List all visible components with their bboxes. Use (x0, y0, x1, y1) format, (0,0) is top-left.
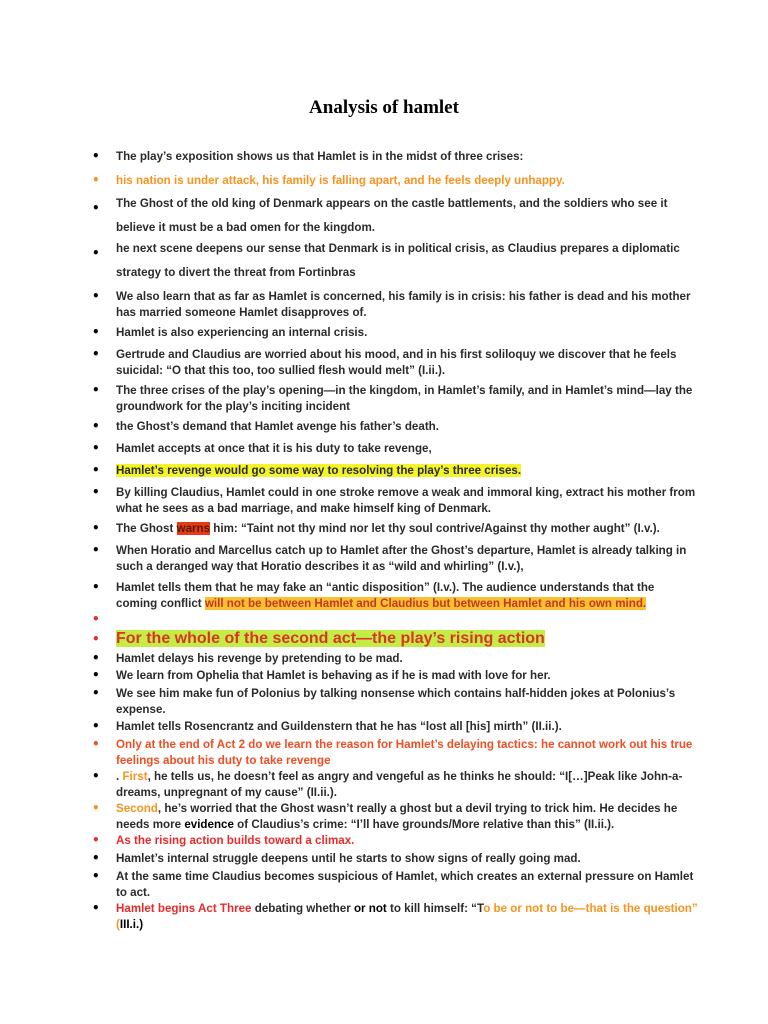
bullet-icon: • (92, 521, 100, 535)
list-item: • Gertrude and Claudius are worried about his mood, and in his first soliloquy we discover that he feels suicidal: “O that this too, too sullied flesh would melt” (I.ii.). (92, 347, 677, 377)
list-item: • Hamlet begins Act Three debating whether or not to kill himself: “To be or not to be—that is the question” (III.i.) (92, 901, 698, 931)
bullet-icon: • (92, 289, 100, 303)
bullet-icon: • (92, 719, 100, 733)
highlighted-text: Hamlet’s revenge would go some way to resolving the play’s three crises. (116, 464, 522, 477)
list-item: • When Horatio and Marcellus catch up to Hamlet after the Ghost’s departure, Hamlet is already talking in such a deranged way that Horatio describes it as “wild and whirling” (I.v.), (92, 543, 687, 573)
bullet-icon: • (92, 543, 100, 557)
list-item: • Hamlet’s internal struggle deepens until he starts to show signs of really going mad. (92, 851, 581, 865)
bullet-icon: • (92, 851, 100, 865)
list-item: • By killing Claudius, Hamlet could in one stroke remove a weak and immoral king, extract his mother from what he sees as a bad marriage, and make himself king of Denmark. (92, 485, 696, 515)
list-item: • We see him make fun of Polonius by talking nonsense which contains half-hidden jokes at Polonius’s expense. (92, 686, 676, 716)
list-item: • he next scene deepens our sense that Denmark is in political crisis, as Claudius prepares a diplomatic strategy to divert the threat from Fortinbras (92, 242, 680, 279)
list-item: • the Ghost’s demand that Hamlet avenge his father’s death. (92, 419, 439, 433)
bullet-icon: • (92, 201, 100, 215)
bullet-icon: • (92, 383, 100, 397)
document-title: Analysis of hamlet (309, 97, 459, 118)
bullet-icon: • (92, 246, 100, 260)
list-item: • Second, he’s worried that the Ghost wasn’t really a ghost but a devil trying to trick him. He decides he needs more evidence of Claudius’s crime: “I’ll have grounds/More relative than this” (II.ii.). (92, 801, 678, 831)
list-item: • As the rising action builds toward a climax. (92, 833, 355, 847)
list-item (92, 463, 698, 479)
list-item: • The three crises of the play’s opening—in the kingdom, in Hamlet’s family, and in Hamlet’s mind—lay the groundwork for the play’s inciting incident (92, 383, 693, 413)
bullet-icon: • (92, 801, 100, 815)
bullet-icon: • (92, 580, 100, 594)
bullet-icon: • (92, 769, 100, 783)
list-item: • . First, he tells us, he doesn’t feel as angry and vengeful as he thinks he should: “I[…]Peak like John-a-dreams, unpregnant of my cause” (II.ii.). (92, 769, 683, 799)
bullet-icon: • (92, 686, 100, 700)
list-item: • Only at the end of Act 2 do we learn the reason for Hamlet’s delaying tactics: he cannot work out his true feelings about his duty to take revenge (92, 737, 693, 767)
list-item: • Hamlet tells them that he may fake an “antic disposition” (I.v.). The audience understands that the coming conflict will not be between Hamlet and Claudius but between Hamlet and his own mind. (92, 580, 655, 610)
bullet-icon: • (92, 737, 100, 751)
bullet-icon: • (92, 173, 100, 187)
list-item: • At the same time Claudius becomes suspicious of Hamlet, which creates an external pressure on Hamlet to act. (92, 869, 694, 899)
bullet-icon: • (92, 347, 100, 361)
bullet-icon: • (92, 612, 100, 626)
highlighted-text: will not be between Hamlet and Claudius but between Hamlet and his own mind. (204, 596, 647, 610)
highlighted-word: warns (176, 522, 211, 535)
bullet-icon: • (92, 441, 100, 455)
list-item: • We also learn that as far as Hamlet is concerned, his family is in crisis: his father is dead and his mother has married someone Hamlet disapproves of. (92, 289, 691, 319)
list-item: • Hamlet is also experiencing an internal crisis. (92, 325, 368, 339)
bullet-icon: • (92, 833, 100, 847)
list-item: • We learn from Ophelia that Hamlet is behaving as if he is mad with love for her. (92, 668, 551, 682)
bullet-icon: • (92, 485, 100, 499)
bullet-icon: • (92, 651, 100, 665)
list-item: • The Ghost warns him: “Taint not thy mind nor let thy soul contrive/Against thy mother aught” (I.v.). (92, 521, 660, 535)
bullet-icon: • (92, 901, 100, 915)
list-item: • Hamlet accepts at once that it is his duty to take revenge, (92, 441, 432, 455)
bullet-icon: • (92, 869, 100, 883)
list-item: • Hamlet delays his revenge by pretending to be mad. (92, 651, 403, 665)
bullet-icon: • (92, 419, 100, 433)
section-heading: For the whole of the second act—the play’s rising action (116, 630, 545, 647)
list-item (92, 629, 698, 649)
list-item: • The Ghost of the old king of Denmark appears on the castle battlements, and the soldiers who see it believe it must be a bad omen for the kingdom. (92, 197, 668, 234)
bullet-icon: • (92, 668, 100, 682)
list-item: • Hamlet tells Rosencrantz and Guildenstern that he has “lost all [his] mirth” (II.ii.). (92, 719, 562, 733)
bullet-icon: • (92, 632, 100, 646)
bullet-icon: • (92, 149, 100, 163)
bullet-icon: • (92, 463, 100, 477)
bullet-icon: • (92, 325, 100, 339)
list-item: • his nation is under attack, his family is falling apart, and he feels deeply unhappy. (92, 173, 565, 187)
list-item: • The play’s exposition shows us that Hamlet is in the midst of three crises: (92, 149, 524, 163)
